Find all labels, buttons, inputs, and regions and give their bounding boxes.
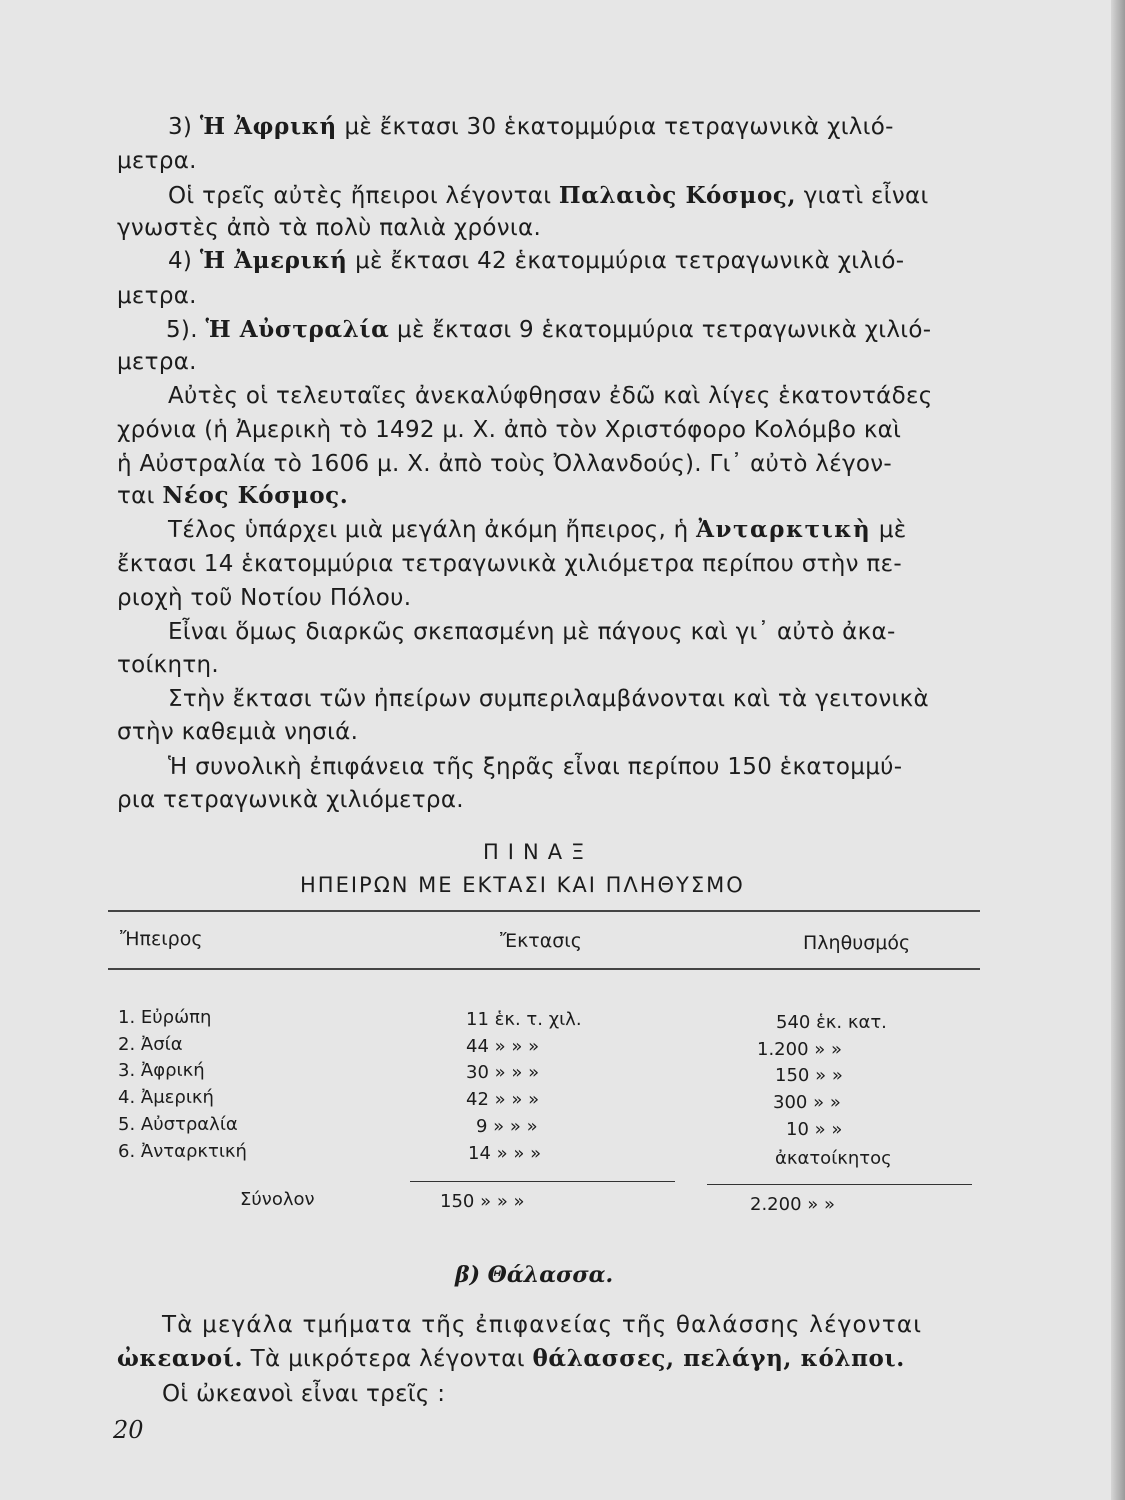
text-line-7 <box>166 315 931 345</box>
text-line-13 <box>168 515 907 545</box>
table-cell-area: 44 » » » <box>466 1036 540 1057</box>
table-cell-population: 150 » » <box>775 1065 843 1086</box>
table-cell-name: 1. Εὐρώπη <box>118 1007 212 1028</box>
bold-term: Ἡ Αὐστραλία <box>205 316 390 343</box>
table-cell-population: ἀκατοίκητος <box>775 1148 892 1169</box>
table-top-rule <box>108 910 980 912</box>
table-header-population: Πληθυσμός <box>803 932 911 954</box>
table-cell-area: 30 » » » <box>466 1062 540 1083</box>
table-cell-population: 540 ἑκ. κατ. <box>776 1012 887 1033</box>
bold-term: Ἀνταρκτικὴ <box>696 516 872 543</box>
bold-term: Ἡ Ἀφρική <box>199 113 337 140</box>
text-run: μὲ <box>871 517 907 543</box>
page-number: 20 <box>113 1416 144 1444</box>
table-cell-name: 6. Ἀνταρκτική <box>118 1141 247 1162</box>
bold-term: Παλαιὸς Κόσμος, <box>558 182 797 209</box>
table-total-label: Σύνολον <box>240 1189 315 1210</box>
table-caption-title: ΠΙΝΑΞ <box>483 840 594 864</box>
text-line-3 <box>168 181 929 211</box>
section-text-line-2 <box>117 1344 905 1374</box>
text-line-20: Ἡ συνολικὴ ἐπιφάνεια τῆς ξηρᾶς εἶναι περίπου 150 ἑκατομμύ- <box>168 754 903 780</box>
table-cell-name: 4. Ἀμερική <box>118 1087 214 1108</box>
text-run: ται <box>117 483 163 509</box>
table-total-population: 2.200 » » <box>750 1194 835 1215</box>
table-cell-name: 3. Ἀφρική <box>118 1060 205 1081</box>
text-run: 3) <box>168 114 200 140</box>
text-run: Οἱ τρεῖς αὐτὲς ἤπειροι λέγονται <box>168 183 559 209</box>
text-line-19: στὴν καθεμιὰ νησιά. <box>117 719 359 745</box>
sum-rule-area <box>410 1181 675 1182</box>
text-run: γιατὶ εἶναι <box>796 183 929 209</box>
table-total-area: 150 » » » <box>440 1191 525 1212</box>
text-run: μὲ ἔκτασι 9 ἑκατομμύρια τετραγωνικὰ χιλιό- <box>389 317 932 343</box>
bold-term: Ἡ Ἀμερική <box>199 247 348 274</box>
text-line-4: γνωστὲς ἀπὸ τὰ πολὺ παλιὰ χρόνια. <box>117 215 542 241</box>
text-line-5 <box>168 246 904 276</box>
table-cell-name: 5. Αὐστραλία <box>118 1114 238 1135</box>
bold-term: θάλασσες, πελάγη, κόλποι. <box>532 1345 905 1372</box>
text-run: Τὰ μικρότερα λέγονται <box>243 1346 533 1372</box>
text-line-10: χρόνια (ἡ Ἀμερικὴ τὸ 1492 μ. Χ. ἀπὸ τὸν Χριστόφορο Κολόμβο καὶ <box>117 417 902 443</box>
sum-rule-population <box>707 1184 972 1185</box>
text-line-6: μετρα. <box>117 283 197 309</box>
table-header-rule <box>108 968 980 970</box>
section-text-line-1: Τὰ μεγάλα τμήματα τῆς ἐπιφανείας τῆς θαλάσσης λέγονται <box>162 1312 923 1338</box>
text-line-8: μετρα. <box>117 349 197 375</box>
table-header-continent: Ἤπειρος <box>120 928 203 950</box>
text-line-18: Στὴν ἔκτασι τῶν ἠπείρων συμπεριλαμβάνονται καὶ τὰ γειτονικὰ <box>168 686 929 712</box>
page-edge-shadow <box>1111 0 1125 1500</box>
section-heading: β) Θάλασσα. <box>455 1262 614 1288</box>
table-cell-name: 2. Ἀσία <box>118 1034 183 1055</box>
text-line-21: ρια τετραγωνικὰ χιλιόμετρα. <box>117 787 464 813</box>
table-cell-population: 10 » » <box>786 1119 843 1140</box>
table-header-area: Ἔκτασις <box>500 930 582 952</box>
text-line-2: μετρα. <box>117 148 197 174</box>
table-caption-subtitle: ΗΠΕΙΡΩΝ ΜΕ ΕΚΤΑΣΙ ΚΑΙ ΠΛΗΘΥΣΜΟ <box>300 873 745 897</box>
text-run: 5). <box>166 317 206 343</box>
text-line-9: Αὐτὲς οἱ τελευταῖες ἀνεκαλύφθησαν ἐδῶ καὶ λίγες ἑκατοντάδες <box>168 383 933 409</box>
text-run: μὲ ἔκτασι 42 ἑκατομμύρια τετραγωνικὰ χιλιό- <box>347 248 905 274</box>
section-text-line-3: Οἱ ὠκεανοὶ εἶναι τρεῖς : <box>162 1381 446 1407</box>
text-line-16: Εἶναι ὅμως διαρκῶς σκεπασμένη μὲ πάγους καὶ γι᾿ αὐτὸ ἀκα- <box>168 619 896 645</box>
text-line-15: ριοχὴ τοῦ Νοτίου Πόλου. <box>117 585 412 611</box>
bold-term: ὠκεανοί. <box>117 1345 244 1372</box>
table-cell-area: 14 » » » <box>468 1143 542 1164</box>
table-cell-area: 9 » » » <box>476 1116 538 1137</box>
table-cell-area: 42 » » » <box>466 1089 540 1110</box>
bold-term: Νέος Κόσμος. <box>162 482 349 509</box>
table-cell-population: 1.200 » » <box>757 1039 842 1060</box>
text-line-1 <box>168 112 894 142</box>
text-line-11: ἡ Αὐστραλία τὸ 1606 μ. Χ. ἀπὸ τοὺς Ὀλλανδούς). Γι᾿ αὐτὸ λέγον- <box>117 451 892 477</box>
text-line-12 <box>117 481 348 511</box>
text-run: μὲ ἔκτασι 30 ἑκατομμύρια τετραγωνικὰ χιλιό- <box>336 114 894 140</box>
table-cell-population: 300 » » <box>773 1092 841 1113</box>
table-cell-area: 11 ἑκ. τ. χιλ. <box>466 1009 582 1030</box>
text-line-17: τοίκητη. <box>117 652 219 678</box>
text-run: 4) <box>168 248 200 274</box>
text-run: Τέλος ὑπάρχει μιὰ μεγάλη ἀκόμη ἤπειρος, ἡ <box>168 517 697 543</box>
text-line-14: ἔκτασι 14 ἑκατομμύρια τετραγωνικὰ χιλιόμετρα περίπου στὴν πε- <box>117 551 902 577</box>
